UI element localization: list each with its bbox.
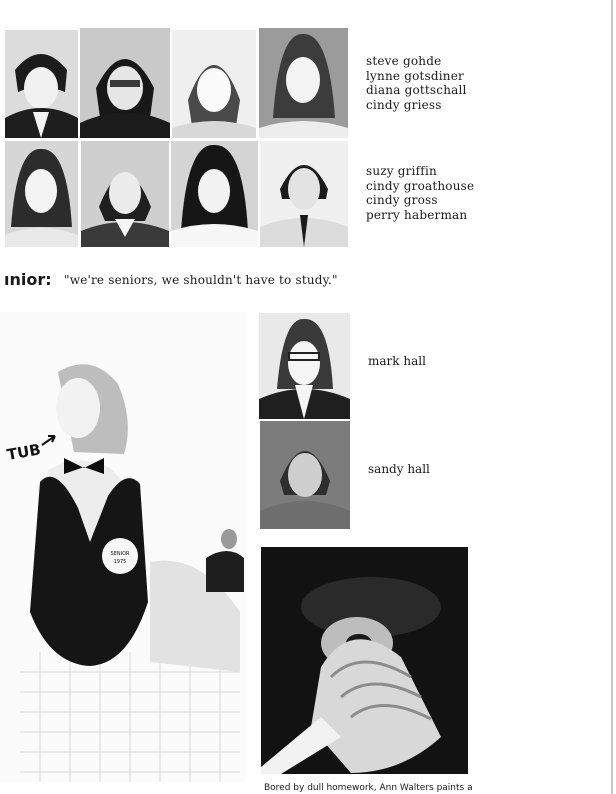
portrait-cindy-griess [259,28,348,138]
candid-photo [0,312,246,782]
page-edge [611,0,613,794]
names-row-1 [366,54,467,112]
student-name: lynne gotsdiner [366,68,464,83]
button-text-line-2: 1975 [113,559,127,565]
portrait-steve-gohde [5,30,78,138]
homework-photo [261,547,468,774]
student-name: cindy groathouse [366,178,475,193]
name-mark-hall: mark hall [368,354,426,368]
photo-caption: Bored by dull homework, Ann Walters paints a [264,783,473,793]
photo-annotation: TUB [5,440,43,464]
portrait-cindy-gross [171,141,258,247]
student-name: diana gottschall [366,83,467,97]
senior-quote: "we're seniors, we shouldn't have to study." [64,273,338,287]
student-name: cindy gross [366,193,438,207]
student-name: suzy griffin [366,164,437,178]
names-row-2 [366,164,474,222]
student-name: perry haberman [366,207,468,222]
portrait-mark-hall [259,313,350,419]
button-text-line-1: SENIOR [110,551,130,557]
portrait-diana-gottschall [172,30,256,138]
name-sandy-hall: sandy hall [368,462,430,476]
portrait-lynne-gotsdiner [80,28,170,138]
portrait-perry-haberman [260,141,348,247]
portrait-cindy-groathouse [81,141,169,247]
student-name: cindy griess [366,97,442,112]
student-name: steve gohde [366,54,442,68]
portrait-suzy-griffin [5,141,78,247]
quote-label: ınior: [4,270,52,289]
portrait-sandy-hall [260,421,350,529]
